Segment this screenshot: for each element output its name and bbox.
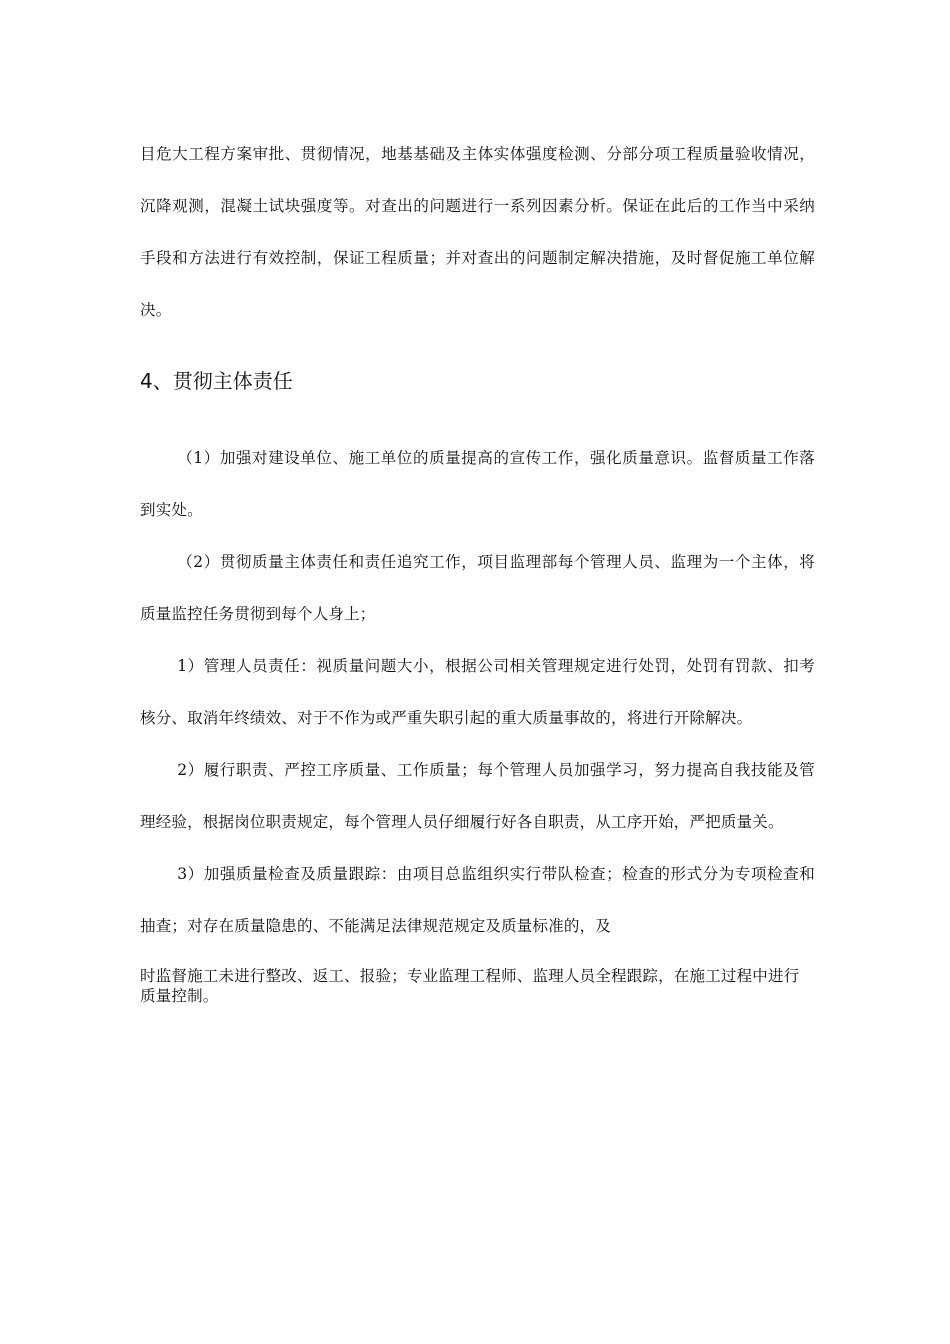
section-heading-4: 4、贯彻主体责任 — [140, 369, 293, 393]
list-item-1: 1）管理人员责任：视质量问题大小，根据公司相关管理规定进行处罚，处罚有罚款、扣考核分、取消年终绩效、对于不作为或严重失职引起的重大质量事故的，将进行开除解决。 — [140, 657, 815, 727]
paragraph-1: （1）加强对建设单位、施工单位的质量提高的宣传工作，强化质量意识。监督质量工作落到实处。 — [140, 449, 815, 519]
document-body — [140, 128, 815, 1006]
paragraph-intro: 目危大工程方案审批、贯彻情况，地基基础及主体实体强度检测、分部分项工程质量验收情况，沉降观测，混凝土试块强度等。对查出的问题进行一系列因素分析。保证在此后的工作当中采纳手段和方法进行有效控制，保证工程质量；并对查出的问题制定解决措施，及时督促施工单位解决。 — [140, 145, 815, 319]
list-item-3-continuation: 时监督施工未进行整改、返工、报验；专业监理工程师、监理人员全程跟踪，在施工过程中进行质量控制。 — [140, 967, 800, 1005]
list-item-2: 2）履行职责、严控工序质量、工作质量；每个管理人员加强学习，努力提高自我技能及管理经验，根据岗位职责规定，每个管理人员仔细履行好各自职责，从工序开始，严把质量关。 — [140, 761, 815, 831]
list-item-3: 3）加强质量检查及质量跟踪：由项目总监组织实行带队检查；检查的形式分为专项检查和抽查；对存在质量隐患的、不能满足法律规范规定及质量标准的，及 — [140, 865, 815, 935]
paragraph-2: （2）贯彻质量主体责任和责任追究工作，项目监理部每个管理人员、监理为一个主体，将质量监控任务贯彻到每个人身上； — [140, 553, 815, 623]
